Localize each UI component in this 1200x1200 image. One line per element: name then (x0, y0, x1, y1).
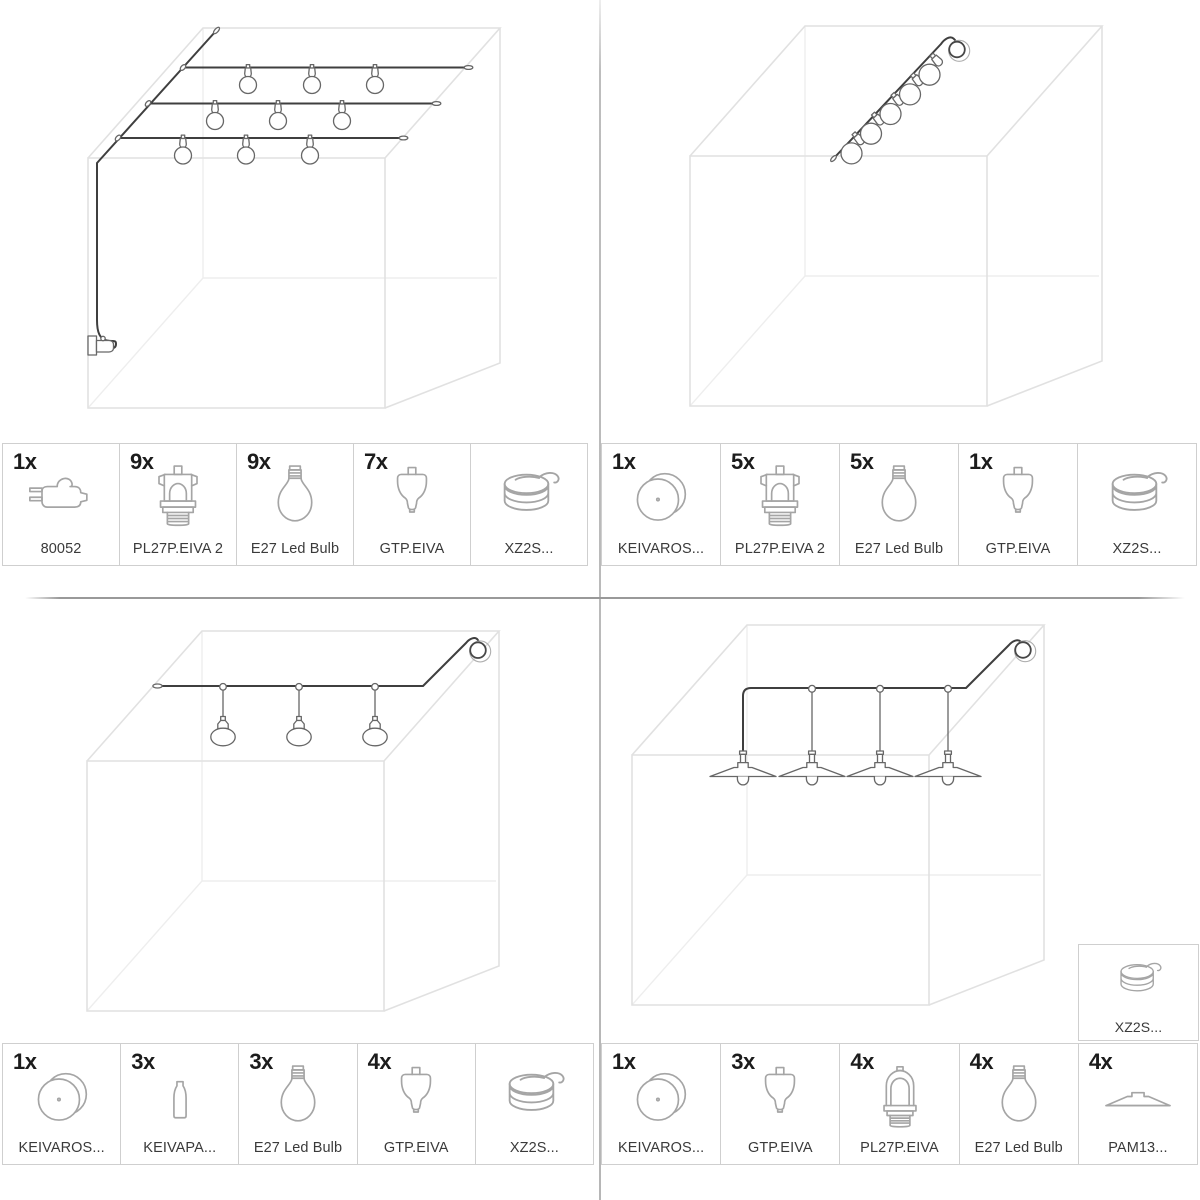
led-bulb-icon (858, 460, 940, 536)
part-name: PL27P.EIVA (860, 1140, 939, 1156)
ceiling-rose-icon (21, 1060, 103, 1136)
part-name: E27 Led Bulb (974, 1140, 1063, 1156)
part-name: 80052 (40, 541, 82, 557)
parts-row-q3 (2, 1043, 594, 1165)
part-name: PL27P.EIVA 2 (734, 541, 826, 557)
part-card (1078, 1044, 1197, 1164)
part-name: PAM13... (1108, 1140, 1168, 1156)
part-card (1077, 444, 1196, 565)
part-card (720, 444, 839, 565)
diagram-oval-pendants (0, 600, 600, 1040)
lamp-holder-icon (739, 460, 821, 536)
part-card (3, 444, 119, 565)
part-name: E27 Led Bulb (253, 1140, 343, 1156)
parts-row-q1 (2, 443, 588, 566)
part-quantity: 3x (731, 1049, 755, 1074)
part-quantity: 9x (247, 449, 271, 474)
part-quantity: 5x (731, 449, 755, 474)
part-card (238, 1044, 356, 1164)
part-quantity: 7x (364, 449, 388, 474)
led-bulb-icon (254, 460, 336, 536)
cable-coil-icon (1089, 452, 1185, 536)
part-name: GTP.EIVA (985, 541, 1051, 557)
diagram-diagonal-festoon (600, 0, 1200, 440)
part-quantity: 9x (130, 449, 154, 474)
part-name: KEIVAROS... (617, 541, 705, 557)
part-name: PL27P.EIVA 2 (132, 541, 224, 557)
part-card (120, 1044, 238, 1164)
part-card (357, 1044, 475, 1164)
part-quantity: 3x (249, 1049, 273, 1074)
part-name: GTP.EIVA (383, 1140, 449, 1156)
part-name: XZ2S... (1114, 1019, 1163, 1035)
part-name: XZ2S... (1112, 541, 1162, 557)
part-card (236, 444, 353, 565)
diagram-festoon-strings (0, 0, 600, 440)
part-quantity: 1x (13, 1049, 37, 1074)
led-bulb-icon (978, 1060, 1060, 1136)
part-name: KEIVAROS... (18, 1140, 105, 1156)
part-quantity: 1x (969, 449, 993, 474)
cable-gland-icon (371, 460, 453, 536)
cable-gland-icon (375, 1060, 457, 1136)
parts-row-q4 (601, 1043, 1198, 1165)
part-card (839, 1044, 958, 1164)
part-card (839, 444, 958, 565)
part-card (470, 444, 587, 565)
ceiling-rose-icon (620, 1060, 702, 1136)
part-name: XZ2S... (504, 541, 554, 557)
lamp-holder-icon (137, 460, 219, 536)
parts-row-q2 (601, 443, 1197, 566)
part-name: E27 Led Bulb (854, 541, 944, 557)
part-card (353, 444, 470, 565)
part-card (720, 1044, 839, 1164)
center-horizontal-divider (25, 597, 1185, 599)
part-quantity: 3x (131, 1049, 155, 1074)
arch-lamp-holder-icon (859, 1060, 941, 1136)
part-card (958, 444, 1077, 565)
part-card (3, 1044, 120, 1164)
part-quantity: 4x (969, 1049, 994, 1074)
part-quantity: 1x (13, 449, 37, 474)
part-card (1078, 944, 1199, 1041)
part-name: GTP.EIVA (747, 1140, 813, 1156)
silicone-cover-icon (139, 1060, 221, 1136)
part-quantity: 5x (850, 449, 874, 474)
part-quantity: 4x (1088, 1049, 1113, 1074)
part-name: GTP.EIVA (379, 541, 445, 557)
part-card (959, 1044, 1078, 1164)
part-card (475, 1044, 593, 1164)
part-name: XZ2S... (509, 1140, 559, 1156)
part-quantity: 1x (612, 1049, 636, 1074)
cable-coil-icon (1102, 948, 1176, 1010)
cable-gland-icon (977, 460, 1059, 536)
wall-plug (88, 336, 114, 355)
part-quantity: 1x (612, 449, 636, 474)
led-bulb-icon (257, 1060, 339, 1136)
part-name: KEIVAPA... (143, 1140, 217, 1156)
part-name: KEIVAROS... (617, 1140, 705, 1156)
part-quantity: 4x (850, 1049, 874, 1074)
flat-shade-icon (1097, 1060, 1179, 1136)
part-card (119, 444, 236, 565)
cable-coil-icon (481, 452, 577, 536)
ceiling-rose-icon (620, 460, 702, 536)
cable-coil-icon (486, 1052, 582, 1136)
plug-icon (20, 460, 102, 536)
part-card (602, 1044, 720, 1164)
cable-gland-icon (739, 1060, 821, 1136)
part-quantity: 4x (367, 1049, 392, 1074)
center-vertical-divider (599, 0, 601, 1200)
part-card (602, 444, 720, 565)
part-name: E27 Led Bulb (250, 541, 340, 557)
